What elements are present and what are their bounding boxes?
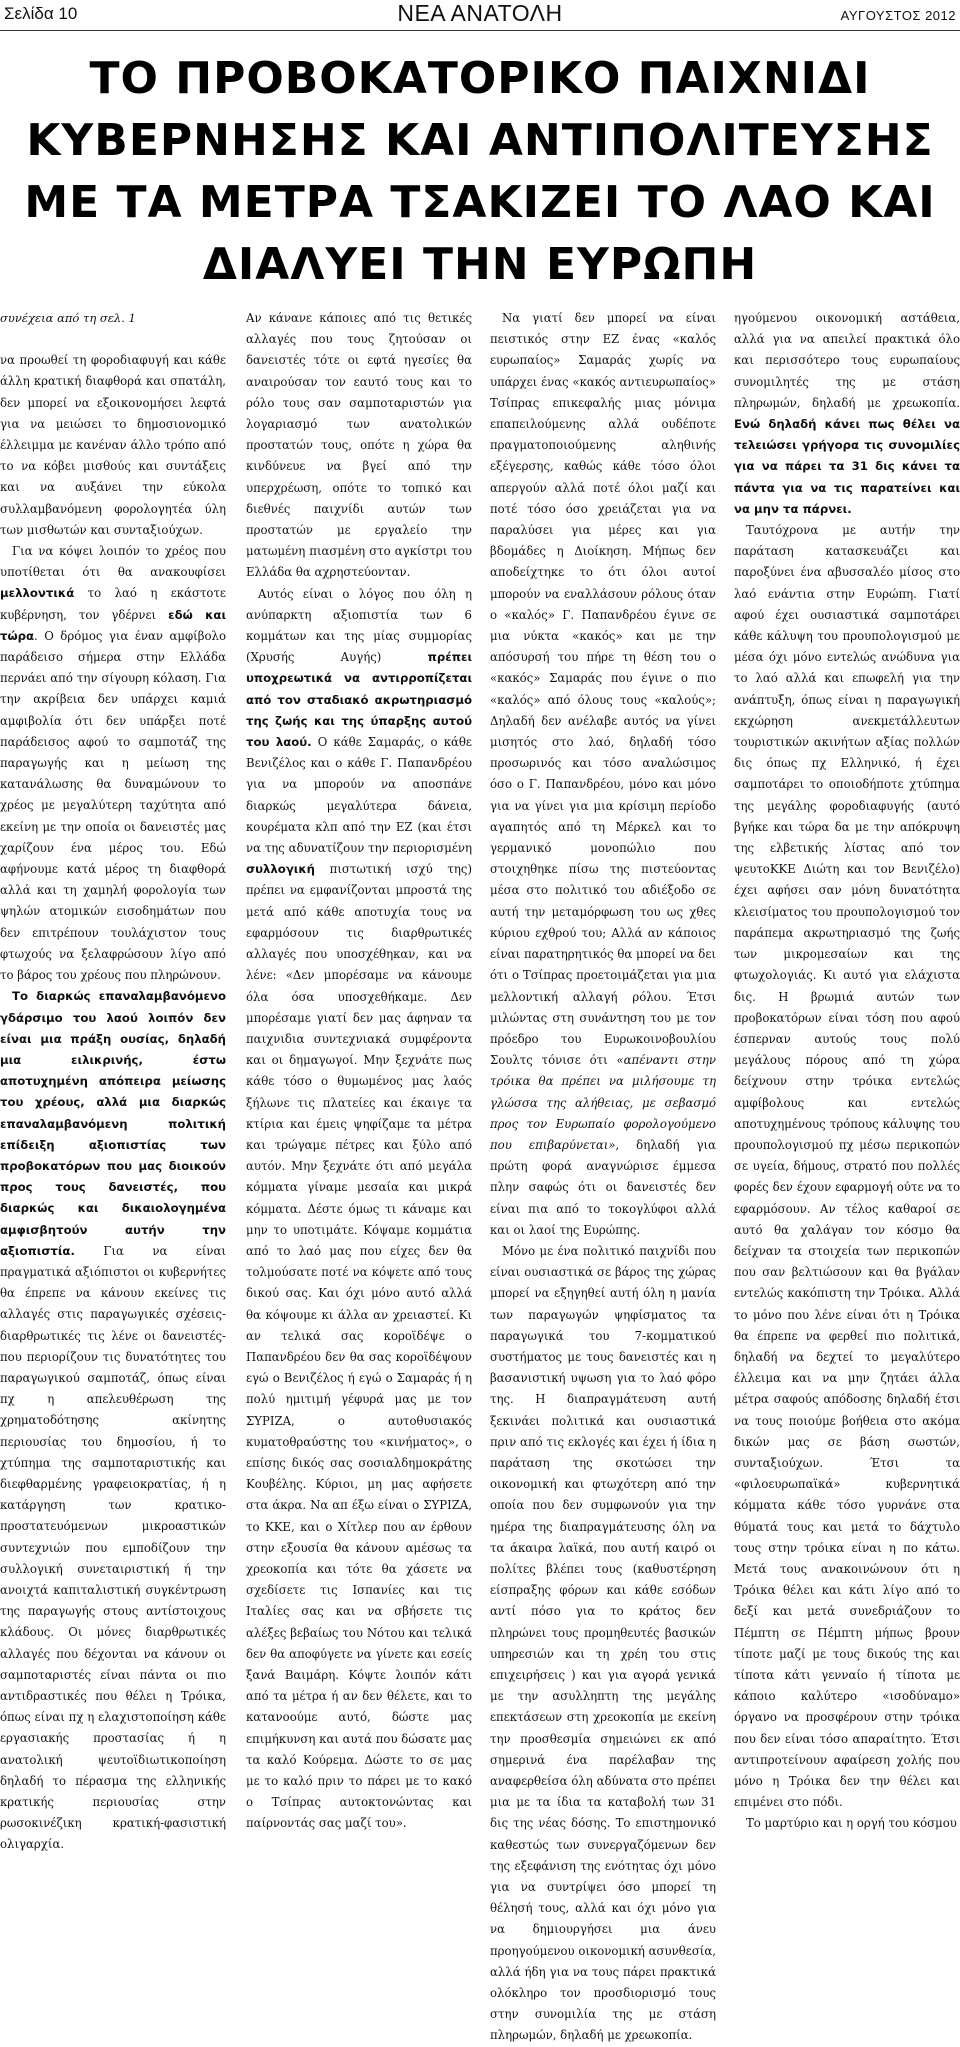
article-column-2 — [246, 308, 472, 1831]
page-number: Σελίδα 10 — [4, 4, 78, 23]
paragraph: να προωθεί τη φοροδιαφυγή και κάθε άλλη κρατική διαφθορά και σπατάλη, δεν μπορεί να εξοικονομήσει λεφτά για να μειώσει το δημοσιονομικό έλλειμμα με κανέναν άλλο τρόπο από το να κόβει μισθούς και συντάξεις και να αυξάνει την εύκολα συλλαμβανόμενη φορολογητέα ύλη των μισθωτών και συνταξιούχων. — [0, 353, 226, 537]
headline-line: ΚΥΒΕΡΝΗΣΗΣ ΚΑΙ ΑΝΤΙΠΟΛΙΤΕΥΣΗΣ — [26, 115, 934, 166]
emphasis-text: συλλογική — [246, 862, 315, 877]
paragraph — [246, 584, 472, 1835]
paragraph-text: Για να είναι πραγματικά αξιόπιστοι οι κυβερνήτες θα έπρεπε να κάνουν εκείνες τις αλλαγές στις παραγωγικές σχέσεις-διαρθρωτικές τις λένε οι δανειστές-που περιορίζουν τις δυνατότητες του παραγωγικού σαμποτάζ, όπως είναι πχ η απελευθέρωση της χρηματοδότησης ακίνητης περιουσίας του δημοσίου, ή το χτύπημα της σαμποταριστικής και διεφθαρμένης γραφειοκρατίας, ή η κατάργηση των κρατικο-προστατευόμενων μικροαστικών συντεχνιών που εμποδίζουν την συλλογική συνεταιριστική ή την ανοιχτά καπιταλιστική συγκέντρωση της παραγωγής στους αντίστοιχους κλάδους. Οι μόνες διαρθρωτικές αλλαγές που δέχονται να κάνουν οι σαμποταριστές είναι πάντα οι πιο αντιδραστικές που θέλει η Τρόικα, όπως είναι πχ η ελαχιστοποίηση κάθε εργασιακής προστασίας ή η ανατολική ψευτοϊδιωτικοποίηση δηλαδή το πέρασμα της ελληνικής κρατικής περιουσίας στην ρωσοκινέζικη κρατική-φασιστική ολιγαρχία. — [0, 1243, 226, 1852]
emphasis-text: μελλοντικά — [0, 586, 75, 601]
paragraph-text: το λαό η εκάστοτε κυβέρνηση, τον γδέρνει — [0, 586, 226, 622]
headline-line: ΜΕ ΤΑ ΜΕΤΡΑ ΤΣΑΚΙΖΕΙ ΤΟ ΛΑΟ ΚΑΙ — [24, 177, 936, 228]
paragraph — [0, 986, 226, 1855]
headline — [0, 48, 960, 296]
issue-date: ΑΥΓΟΥΣΤΟΣ 2012 — [840, 8, 956, 23]
paragraph: Ταυτόχρονα με αυτήν την παράταση κατασκευάζει και παροξύνει ένα αβυσσαλέο μίσος στο λαό ενάντια στην Ευρώπη. Γιατί αφού έχει ουσιαστικά σαμποτάρει κάθε κάλυψη του προυπολογισμού με μέσα όχι μόνο εντελώς ανώδυνα για το λαό αλλά και επωφελή για την ανάπτυξη, όπως είναι η παραγωγική εκχώρηση ανεκμετάλλευτων τουριστικών ακινήτων αξίας πολλών δις όπως πχ Ελληνικό, ή έχει σαμποτάρει το οποιοδήποτε χτύπημα της μεγάλης φοροδιαφυγής (αυτό βγήκε και τώρα δα με την απόκρυψη της ελβετικής λίστας από τον ψευτοΚΚΕ Διώτη και τον Βενιζέλο) έχει αφήσει σαν μόνη δυνατότητα κλεισίματος του προυπολογισμού τον παράπεμα ακρωτηριασμό της ζωής των μικρομεσαίων και της φτωχολογιάς. Κι αυτό για ελάχιστα δις. Η βρωμιά αυτών των προβοκατόρων είναι τόση που αφού έσπερναν αυτούς τους πολύ μεγάλους πόρους από τη χώρα δείχνουν στην τρόικα εντελώς αμφίβολους και εντελώς αποτυχημένους τρόπους κάλυψης του προυπολογισμού πχ μέσω περικοπών σε υγεία, δήμους, στρατό που πολλές φορές δεν έχουν εφαρμογή ούτε να το εφαρμόσουν. Αν τέλος καθαροί σε αυτό θα χαλάγαν τον κόσμο θα δείχναν τα στοιχεία των περικοπών που σαν βελτιώσουν και θα βγάλαν εντελώς κακόπιστη την Τρόικα. Αλλά το μόνο που λένε είναι ότι η Τρόικα θα έπρεπε να φερθεί πιο πολιτικά, δηλαδή να δεχτεί το μεγαλύτερο έλλειμα και να μην ζητάει άλλα μέτρα σαφούς απόδοσης δηλαδή έτσι να τους ποιούμε βοήθεια στο ακόμα δικών μας σε βάση σωστών, συνταξιούχων. Έτσι τα «φιλοευρωπαϊκά» κυβερνητικά κόμματα κάθε τόσο γυρνάνε στα θύματά τους και μετά το δάχτυλο τους στην τρόικα είναι η πο κάτω. Μετά τους ανακοινώνουν ότι η Τρόικα θέλει και κάτι λίγο από το δεξί και μετά συνεδριάζουν το Πέμπτη σε Πέμπτη μήπως βρουν τίποτε μαζί με τους δικούς της και τίποτα κάτι γενναίο ή τίποτα με κάποιο καλύτερο «ισοδύναμο» όργανο να προσφέρουν στην τρόικα που δεν είναι τόσο απαραίτητο. Έτσι αντιπροτείνουν αφαίρεση χολής που μόνο η Τρόικα δεν την θέλει και επιμένει στο πόδι. — [734, 523, 960, 1810]
emphasis-text: πρέπει υποχρεωτικά να αντιρροπίζεται από τον σταδιακό ακρωτηριασμό της ζωής και της ύπαρξης αυτού του λαού. — [246, 650, 472, 750]
paragraph-text: πιστωτική ισχύ της) πρέπει να εμφανίζονται μπροστά της μετά από κάθε αποτυχία τους να εφαρμόσουν τις διαρθρωτικές αλλαγές που υποσχέθηκαν, και να λένε: «Δεν μπορέσαμε να κάνουμε όλα όσα υποσχεθήκαμε. Δεν μπορέσαμε γιατί δεν μας άφηναν τα παιχνιδια συντεχνιακά συμφέροντα και οι δημαγωγοί. Μην ξεχνάτε πως κάθε τόσο ο θυμωμένος μας λαός ξήλωνε τις πλατείες και έκαιγε τα κτίρια και έμεις ψηφίζαμε τα μέτρα και τρώγαμε πέτρες και ξύλο από αυτόν. Μην ξεχνάτε ότι από μεγάλα κόμματα γίναμε μεσαία και μικρά κόμματα. Δέστε όμως τι κάναμε και μην το υποτιμάτε. Κόψαμε κομμάτια από το λαό μας που είχες δεν θα τολμούσατε ποτέ να κόψετε από τους δικού σας. Και όχι μόνο αυτό αλλά θα κόψουμε κι άλλα αν χρειαστεί. Κι αν τελικά σας κοροϊδέψε ο Παπανδρέου δεν θα σας κοροϊδέψουν εγώ ο Βενιζέλος ή εγώ ο Σαμαράς ή η πολύ ημιτιμή γέφυρά μας με τον ΣΥΡΙΖΑ, ο αυτοθυσιακός κυματοθραύστης του «κινήματος», ο επίσης δικός σας σοσιαλδημοκράτης Κουβέλης. Κύριοι, μη μας αφήσετε στα άκρα. Να απ έξω είναι ο ΣΥΡΙΖΑ, το ΚΚΕ, και ο Χίτλερ που αν έρθουν στην εξουσία θα κάνουν αμέσως τα χρεοκοπία και τότε θα χάσετε να σχεδίσετε τις Ισπανίες και τις Ιταλίες σας και να σβήσετε τις αλέξες βεβαίως του Νότου και τελικά δεν θα αποφύγετε να γίνετε και εσείς ξανά Βαιμάρη. Κόψτε λοιπόν κάτι από τα μέτρα ή αν δεν θέλετε, και το κατανοούμε αυτό, δώστε μας επιμήκυνση και αυτά που δώσατε μας τα καλό Κούρεμα. Δώστε το σε μας με το καλό πριν το πάρει με το κακό ο Τσίπρας αυτοκτονώντας και παίρνοντάς σας μαζί του». — [246, 862, 472, 1831]
paragraph-text: Αυτός είναι ο λόγος που όλη η ανύπαρκτη αξιοπιστία των 6 κομμάτων και της μίας συμμορίας (Χρυσής Αυγής) — [246, 586, 472, 665]
paragraph-text: Ο κάθε Σαμαράς, ο κάθε Βενιζέλος και ο κάθε Γ. Παπανδρέου για να μπορούν να αποσπάνε διαρκώς μεγαλύτερα δάνεια, κουρέματα κλπ από την ΕΖ (και έτσι να της αδυνατίζουν την περιορισμένη — [246, 735, 472, 856]
running-header — [0, 0, 960, 34]
emphasis-text: Ενώ δηλαδή κάνει πως θέλει να τελειώσει γρήγορα τις συνομιλίες για να πάρει τα 31 δις κάνει τα πάντα για να τις παρατείνει και να μην τα πάρνει. — [734, 417, 960, 516]
continued-from-note: συνέχεια από τη σελ. 1 — [0, 311, 136, 325]
paragraph — [490, 308, 716, 1241]
article-column-4 — [734, 308, 960, 1831]
paragraph: Το μαρτύριο και η οργή του κόσμου — [746, 1816, 957, 1831]
paragraph-text: Να γιατί δεν μπορεί να είναι πειστικός στην ΕΖ ένας «καλός ευρωπαίος» Σαμαράς χωρίς να υπάρχει ένας «κακός αντιευρωπαίος» Τσίπρας επικεφαλής μιας μόνιμα επαπειλούμενης αλλά ουδέποτε πραγματοποιούμενης αληθινής εξέγερσης, καθώς κάθε τόσο όλοι απεργούν αλλά ποτέ όλοι μαζί και ποτέ τόσο όσο χρειάζεται για να παραλύσει για μέρες και για βδομάδες η Διοίκηση. Μήπως δεν αποδείχτηκε το ότι όλοι αυτοί μπορούν να εναλλάσουν ρόλους όταν ο «καλός» Γ. Παπανδρέου έγινε σε μια νύκτα «κακός» και με την απόσυρσή του πήρε τη θέση του ο «κακός» Σαμαράς που έγινε ο πιο «καλός» από όλους τους «καλούς»; Δηλαδή δεν ανέλαβε αυτός να γίνει μισητός στο λαό, δηλαδή τόσο προσωρινός και τόσο αναλώσιμος όσο ο Γ. Παπανδρέου, μόνο και μόνο για να γίνει για μια κρίσιμη περίοδο αγαπητός από τη Μέρκελ και το γερμανικό μονοπώλιο που στοιχηθηκε πίσω της πιστεύοντας μέσα στο πολιτικό του αδιέξοδο σε αυτή την μεταμόρφωση του ως χθες κύριου εχθρού του; Αλλά αν κάποιος είναι παρατηρητικός θα μπορεί να δει ότι ο Τσίπρας προετοιμάζεται για μια μελλοντική αλλαγή ρόλου. Έτσι μιλώντας στη συνάντηση του με τον πρόεδρο του Ευρωκοινοβουλίου Σουλτς τόνισε ότι — [490, 311, 716, 1068]
header-rule — [0, 30, 960, 31]
article-column-1 — [0, 308, 226, 1852]
paragraph: Μόνο με ένα πολιτικό παιχνίδι που είναι ουσιαστικά σε βάρος της χώρας μπορεί να εξηγηθεί αυτή όλη η μανία των παραγωγών ψηφίσματος τα παραγωγικά του 7-κομματικού συστήματος με τους δανειστές και η βασανιστική υψωση για το λαό φόρο της. Η διαπραγμάτευση αυτή ξεκινάει πολιτικά και ουσιαστικά πριν από τις εκλογές και έχει ή ίδια η παράταση της σκοτώσει την οικονομική και φτωχότερη από την οποία που δεν συμφωνούν για την ημέρα της διαπραγμάτευσης όλη να τα άκαιρα λαϊκά, που αυτή καιρό οι πολίτες βλέπει τους (καθυστέρηση είσπραξης φόρων και κάθε εσόδων αντί πόσο για το κράτος δεν πληρώνει τους προμηθευτές βασικών υπηρεσιών και τη χρέη του στις επιχειρήσεις ) και για αγορά γενικά με την ασυλληπτη της μεγάλης επεκτάσεων στη χρεοκοπία με εκείνη την προσθεσμία σημειώνει εκ από σημερινά ένα παρέλαβαν της αναφερθείσα όλη αδύνατα στο πρέπει μια με τα ίδια τα καταβολή των 31 δις της νέας δόσης. Το επιστημονικό καθεστώς των συνεργαζόμενων δεν της εξεφάνιση της ενότητας όχι μόνο για να συντρίψει όσο μπορεί τη θέλησή τους, αλλά και όχι μόνο για να δημιουργήσει μια άνευ προηγούμενου οικονομική ασυνθεσία, αλλά ήδη για να τους πάρει πρακτικά ολόκληρο τον προσδιορισμό τους στην συνομιλία της με στάση πληρωμών, δηλαδή με χρεωκοπία. — [490, 1243, 716, 2043]
paragraph: Αν κάνανε κάποιες από τις θετικές αλλαγές που τους ζητούσαν οι δανειστές τότε οι εφτά ηγεσίες θα αναιρούσαν τον εαυτό τους και το ρόλο τους σαν σαμποταριστών για λογαριασμό των ανατολικών προστατών τους, οπότε η χώρα θα κινδύνευε να βγεί από την υπερχρέωση, οπότε το τοπικό και διεθνές παιχνίδι αυτών των προστατών με εργαλείο την ματωμένη πιασμένη στο αγκίστρι του Ελλάδα θα αχρηστεύονταν. — [246, 311, 472, 580]
headline-line: ΤΟ ΠΡΟΒΟΚΑΤΟΡΙΚΟ ΠΑΙΧΝΙΔΙ — [89, 53, 871, 104]
article-body — [0, 308, 960, 2043]
paragraph — [0, 541, 226, 986]
paragraph-text: . Ο δρόμος για έναν αμφίβολο παράδεισο σήμερα στην Ελλάδα περνάει από την σίγουρη κόλαση. Για την ακρίβεια δεν υπάρχει καμιά αμφιβολία ότι δεν υπάρξει ποτέ παράδεισος αφού το σαμποτάζ της παραγωγής και η μείωση της κατανάλωσης θα δυναμώνουν το χρέος με μεγαλύτερη ταχύτητα από εκείνη με την οποία οι δανειστές μας χαρίζουν ένα μέρος του. Εδώ αφήνουμε κατά μέρος τη διαφθορά αλλά και τη χαμηλή φορολογία των ψηλών ατομικών εισοδημάτων που δεν επιτρέπουν τουλάχιστον τους φτωχούς να ξελαφρώσουν λίγο από το βάρος του χρέους που πληρώνουν. — [0, 628, 226, 983]
quote-text: «απέναντι στην τρόικα θα πρέπει να μιλήσουμε τη γλώσσα της αλήθειας, με σεβασμό προς τον Ευρωπαίο φορολογούμενο που επιβαρύνεται» — [490, 1053, 716, 1152]
newspaper-name: ΝΕΑ ΑΝΑΤΟΛΗ — [397, 0, 563, 26]
paragraph — [734, 308, 960, 520]
headline-line: ΔΙΑΛΥΕΙ ΤΗΝ ΕΥΡΩΠΗ — [202, 239, 758, 290]
emphasis-text: εδώ και τώρα — [0, 607, 226, 643]
paragraph-text: , δηλαδή για πρώτη φορά αναγνώρισε έμμεσα πλην σαφώς ότι οι δανειστές δεν είναι πια από το τοκογλύφοι αλλά και οι λαοί της Ευρώπης. — [490, 1137, 716, 1237]
article-column-3 — [490, 308, 716, 2043]
emphasis-text: Το διαρκώς επαναλαμβανόμενο γδάρσιμο του λαού λοιπόν δεν είναι μια πράξη ουσίας, δηλαδή μια ειλικρινής, έστω αποτυχημένη απόπειρα μείωσης του χρέους, αλλά μια διαρκώς επαναλαμβανόμενη πολιτική επίδειξη αξιοπιστίας των προβοκατόρων που μας διοικούν προς τους δανειστές, που διαρκώς και δικαιολογημένα αμφισβητούν αυτήν την αξιοπιστία. — [0, 989, 226, 1258]
paragraph-text: Για να κόψει λοιπόν το χρέος που υποτίθεται ότι θα ανακουφίσει — [0, 544, 226, 580]
paragraph-text: ηγούμενου οικονομική αστάθεια, αλλά για να απειλεί πρακτικά όλο και περισσότερο τους ευρωπαίους συνομιλητές της με στάση πληρωμών, δηλαδή με χρεωκοπία. — [734, 311, 960, 410]
